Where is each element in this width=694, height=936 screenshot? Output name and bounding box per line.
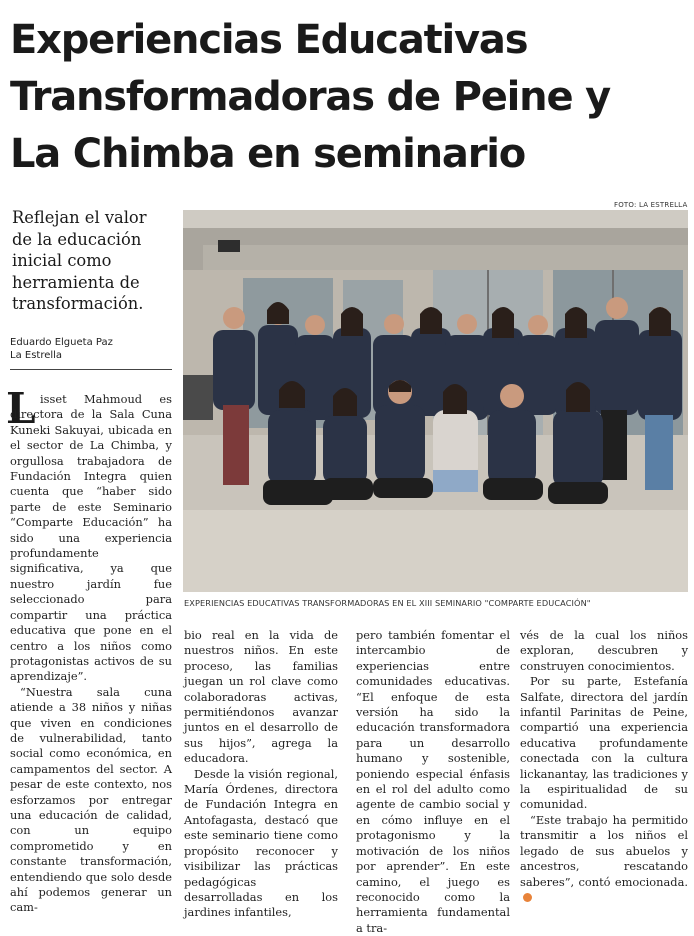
body-paragraph <box>520 813 688 905</box>
byline <box>10 336 175 362</box>
body-column-1 <box>10 392 172 916</box>
deck-line-3: inicial como <box>12 251 112 270</box>
body-paragraph: vés de la cual los niños exploran, descubren y construyen conocimientos. <box>520 628 688 673</box>
photo-caption: EXPERIENCIAS EDUCATIVAS TRANSFORMADORAS EN EL XIII SEMINARIO "COMPARTE EDUCACIÓN" <box>184 598 591 608</box>
body-paragraph: pero también fomentar el intercambio de experiencias entre comunidades educativas. “El enfoque de esta versión ha sido la educación transformadora para un desarrollo humano y sostenible, poniendo especial énfasis en el rol del adulto como agente de cambio social y en cómo influye en el protagonismo y la motivación de los niños por aprender”. En este camino, el juego es reconocido como la herramienta fundamental a tra- <box>356 628 510 935</box>
end-mark-icon <box>523 893 532 902</box>
body-paragraph: bio real en la vida de nuestros niños. En este proceso, las familias juegan un rol clave como colaboradoras activas, permitiéndonos avanzar juntos en el desarrollo de sus hijos”, agrega la educadora. <box>184 628 338 766</box>
headline-line-1: Experiencias Educativas <box>10 17 528 63</box>
body-column-2 <box>184 628 338 921</box>
deck-line-2: de la educación <box>12 229 142 249</box>
deck-line-1: Reflejan el valor <box>12 208 147 227</box>
group-photo-illustration <box>183 210 688 592</box>
drop-cap: L <box>6 384 36 433</box>
body-column-4 <box>520 628 688 905</box>
photo-credit: FOTO: LA ESTRELLA <box>614 201 688 209</box>
group-photo <box>183 210 688 592</box>
headline-line-3: La Chimba en seminario <box>10 131 526 177</box>
body-paragraph: Desde la visión regional, María Órdenes, directora de Fundación Integra en Antofagasta, destacó que este seminario tiene como propósito reconocer y visibilizar las prácticas pedagógicas desarrolladas en los jardines infantiles, <box>184 766 338 920</box>
body-paragraph: “Nuestra sala cuna atiende a 38 niños y niñas que viven en condiciones de vulnerabilidad, tanto social como económica, en campamentos del sector. A pesar de este contexto, nos esforzamos por entregar una educación de calidad, con un equipo comprometido y en constante transformación, entendiendo que solo desde ahí podemos generar un cam- <box>10 684 172 915</box>
deck <box>12 207 177 315</box>
deck-line-4: herramienta de <box>12 272 140 292</box>
closing-quote: “Este trabajo ha permitido transmitir a los niños el legado de sus abuelos y ancestros, rescatando saberes”, contó emocionada. <box>520 812 688 889</box>
byline-author: Eduardo Elgueta Paz <box>10 337 113 348</box>
headline-line-2: Transformadoras de Peine y <box>10 74 610 120</box>
byline-outlet: La Estrella <box>10 350 63 361</box>
deck-line-5: transformación. <box>12 294 144 313</box>
body-column-3 <box>356 628 510 936</box>
body-paragraph: Por su parte, Estefanía Salfate, directora del jardín infantil Parinitas de Peine, compartió una experiencia educativa profundamente conectada con la cultura lickanantay, las tradiciones y la espiritualidad de su comunidad. <box>520 674 688 812</box>
byline-divider <box>10 369 172 370</box>
body-paragraph: isset Mahmoud es directora de la Sala Cuna Kuneki Sakuyai, ubicada en el sector de La Chimba, y orgullosa trabajadora de Fundación Integra quien cuenta que “haber sido parte de este Seminario “Comparte Educación” ha sido una experiencia profundamente significativa, ya que nuestro jardín fue seleccionado para compartir una práctica educativa que pone en el centro a los niños como protagonistas activos de su aprendizaje”. <box>10 392 172 684</box>
headline <box>10 12 690 183</box>
